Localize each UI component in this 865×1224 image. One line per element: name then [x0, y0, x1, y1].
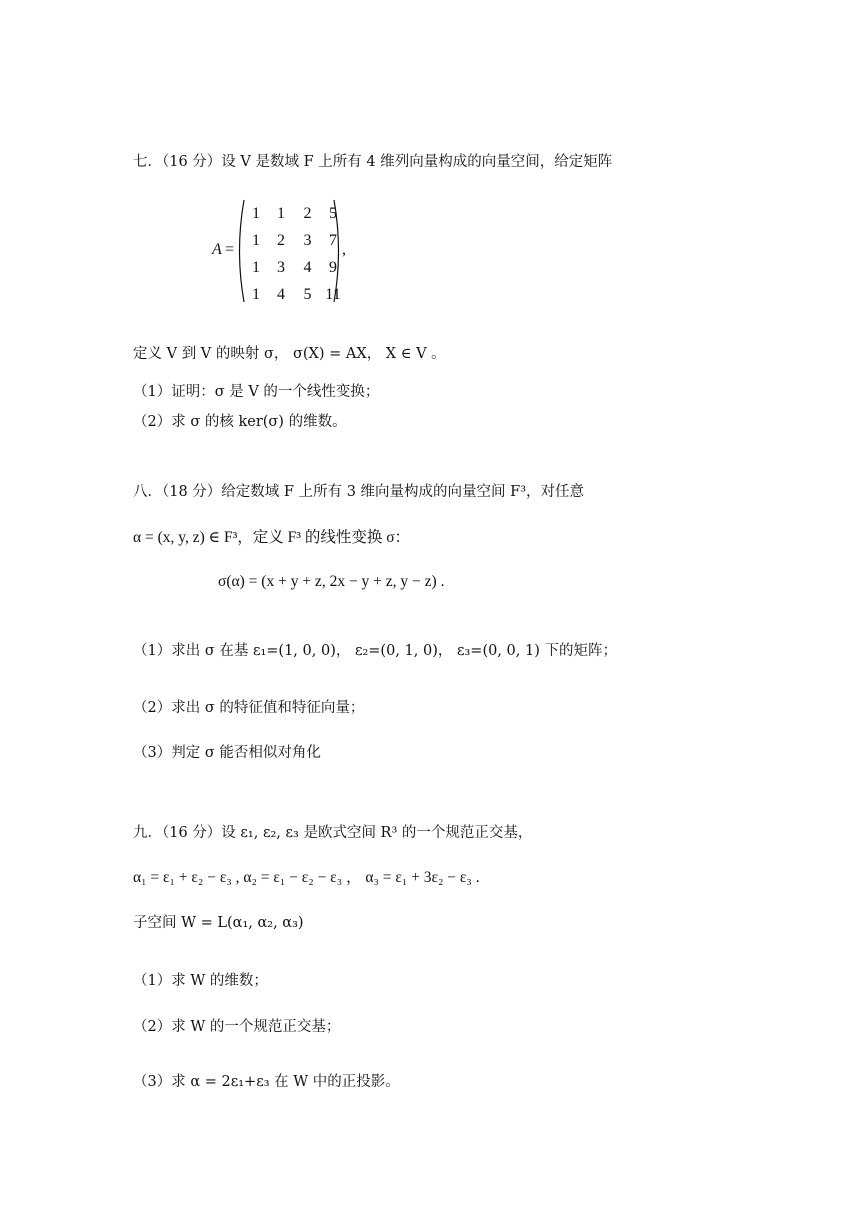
- matrix-cell: 1: [252, 259, 260, 276]
- q9-header: 九．（16 分）设 ε₁, ε₂, ε₃ 是欧式空间 R³ 的一个规范正交基，: [133, 825, 533, 841]
- matrix-cell: 1: [277, 205, 285, 222]
- matrix-cell: 1: [252, 232, 260, 249]
- matrix-label: A: [212, 241, 222, 258]
- q7-part2: （2）求 σ 的核 ker(σ) 的维数。: [133, 414, 347, 430]
- matrix-cell: 2: [303, 205, 312, 222]
- q9-part2: （2）求 W 的一个规范正交基；: [133, 1019, 341, 1035]
- matrix-equals: =: [225, 241, 235, 258]
- matrix-cell: 5: [329, 205, 337, 222]
- q7-part1: （1）证明：σ 是 V 的一个线性变换；: [133, 384, 380, 400]
- q8-alpha-def: α = (x, y, z) ∈ F³，定义 F³ 的线性变换 σ：: [133, 529, 411, 546]
- matrix-entries: [244, 200, 345, 308]
- q7-definition: 定义 V 到 V 的映射 σ， σ(X) = AX， X ∈ V 。: [133, 346, 446, 362]
- q8-formula: σ(α) = (x + y + z, 2x − y + z, y − z) .: [218, 573, 445, 590]
- q8-header: 八．（18 分）给定数域 F 上所有 3 维向量构成的向量空间 F³，对任意: [133, 484, 585, 500]
- q9-part3: （3）求 α = 2ε₁+ε₃ 在 W 中的正投影。: [133, 1074, 400, 1090]
- matrix-cell: 3: [303, 232, 312, 249]
- matrix-cell: 11: [325, 286, 341, 303]
- q7-header: 七．（16 分）设 V 是数域 F 上所有 4 维列向量构成的向量空间，给定矩阵: [133, 154, 613, 170]
- matrix-cell: 9: [329, 259, 337, 276]
- matrix-cell: 3: [277, 259, 285, 276]
- matrix-cell: 7: [329, 232, 337, 249]
- matrix-cell: 1: [252, 286, 260, 303]
- matrix-comma: ,: [342, 241, 346, 258]
- matrix-cell: 4: [277, 286, 285, 303]
- matrix-cell: 4: [303, 259, 312, 276]
- matrix-cell: 1: [252, 205, 260, 222]
- matrix-cell: 5: [303, 286, 312, 303]
- q8-part3: （3）判定 σ 能否相似对角化: [133, 745, 321, 761]
- q8-part1: （1）求出 σ 在基 ε₁=(1, 0, 0)， ε₂=(0, 1, 0)， ε₃=(0, 0, 1) 下的矩阵；: [133, 643, 617, 659]
- matrix-cell: 2: [277, 232, 285, 249]
- q9-subspace: 子空间 W = L(α₁, α₂, α₃): [133, 915, 304, 931]
- q8-part2: （2）求出 σ 的特征值和特征向量；: [133, 700, 365, 716]
- q9-part1: （1）求 W 的维数；: [133, 973, 268, 989]
- q9-alphas: α₁ = ε₁ + ε₂ − ε₃ , α₂ = ε₁ − ε₂ − ε₃ ， α₃ = ε₁ + 3ε₂ − ε₃ .: [133, 869, 480, 886]
